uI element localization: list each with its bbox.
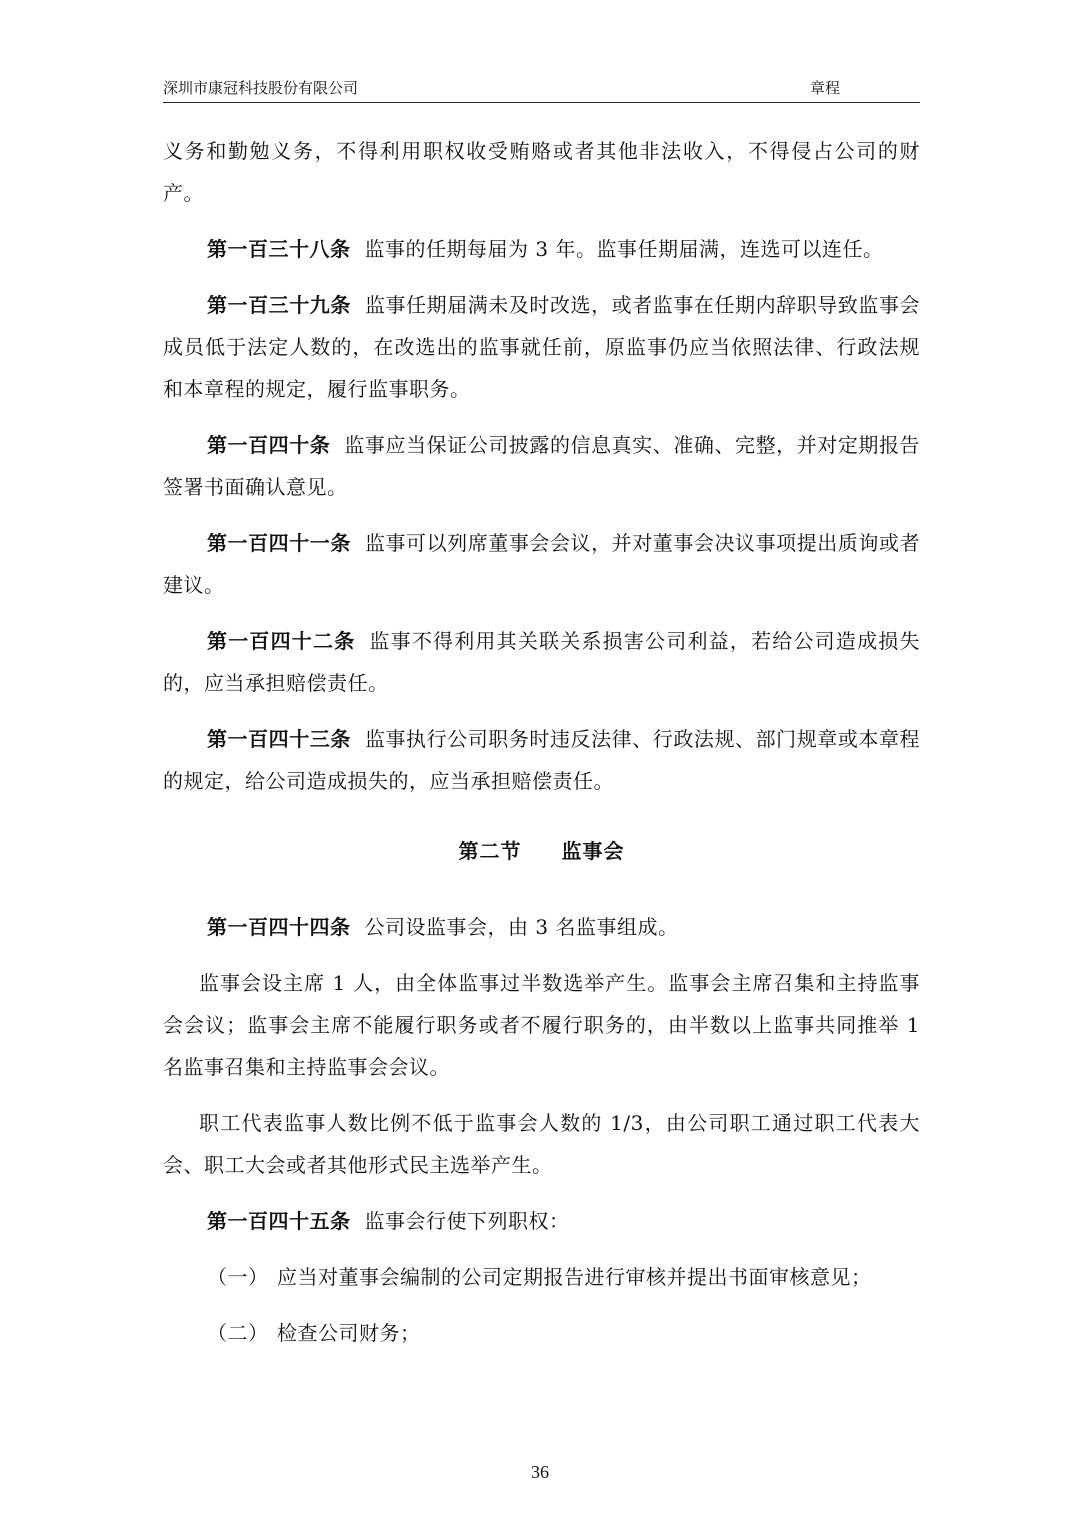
- article-140: [163, 424, 920, 508]
- page-number: 36: [531, 1462, 549, 1482]
- staff-supervisor-paragraph: 职工代表监事人数比例不低于监事会人数的 1/3，由公司职工通过职工代表大会、职工大会或者其他形式民主选举产生。: [163, 1111, 920, 1177]
- chair-paragraph: 监事会设主席 1 人，由全体监事过半数选举产生。监事会主席召集和主持监事会会议；监事会主席不能履行职务或者不履行职务的，由半数以上监事共同推举 1 名监事召集和主持监事会会议。: [163, 971, 920, 1079]
- article-145: [163, 1200, 920, 1242]
- section-title: 监事会: [561, 839, 625, 863]
- article-number: 第一百四十三条: [207, 727, 351, 751]
- article-text: 监事任期届满未及时改选，或者监事在任期内辞职导致监事会成员低于法定人数的，在改选出的监事就任前，原监事仍应当依照法律、行政法规和本章程的规定，履行监事职务。: [163, 293, 921, 401]
- section-heading: [163, 830, 920, 872]
- article-text: 监事执行公司职务时违反法律、行政法规、部门规章或本章程的规定，给公司造成损失的，应当承担赔偿责任。: [163, 727, 921, 793]
- article-139: [163, 284, 920, 410]
- article-number: 第一百四十条: [207, 433, 331, 457]
- list-item-text: 应当对董事会编制的公司定期报告进行审核并提出书面审核意见；: [277, 1265, 872, 1289]
- list-marker: （一）: [207, 1265, 269, 1289]
- section-number: 第二节: [458, 839, 522, 863]
- list-item: [163, 1312, 920, 1354]
- article-138: [163, 228, 920, 270]
- article-text: 监事可以列席董事会会议，并对董事会决议事项提出质询或者建议。: [163, 531, 921, 597]
- company-name: 深圳市康冠科技股份有限公司: [163, 79, 359, 97]
- article-text: 监事不得利用其关联关系损害公司利益，若给公司造成损失的，应当承担赔偿责任。: [163, 629, 920, 695]
- article-142: [163, 620, 920, 704]
- article-141: [163, 522, 920, 606]
- list-item-text: 检查公司财务；: [277, 1321, 421, 1345]
- article-number: 第一百三十九条: [207, 293, 351, 317]
- document-body: [163, 130, 920, 1368]
- document-type: 章程: [810, 79, 841, 97]
- list-item: [163, 1256, 920, 1298]
- article-text: 监事应当保证公司披露的信息真实、准确、完整，并对定期报告签署书面确认意见。: [163, 433, 921, 499]
- page-header: [163, 78, 920, 103]
- list-marker: （二）: [207, 1321, 269, 1345]
- article-text: 公司设监事会，由 3 名监事组成。: [364, 915, 679, 939]
- article-number: 第一百三十八条: [207, 237, 351, 261]
- article-144: [163, 906, 920, 948]
- article-number: 第一百四十四条: [207, 915, 351, 939]
- article-text: 监事会行使下列职权：: [364, 1209, 570, 1233]
- article-text: 监事的任期每届为 3 年。监事任期届满，连选可以连任。: [364, 237, 884, 261]
- article-number: 第一百四十二条: [207, 629, 356, 653]
- article-number: 第一百四十一条: [207, 531, 351, 555]
- article-number: 第一百四十五条: [207, 1209, 351, 1233]
- article-143: [163, 718, 920, 802]
- continued-paragraph: 义务和勤勉义务，不得利用职权收受贿赂或者其他非法收入，不得侵占公司的财产。: [163, 139, 920, 205]
